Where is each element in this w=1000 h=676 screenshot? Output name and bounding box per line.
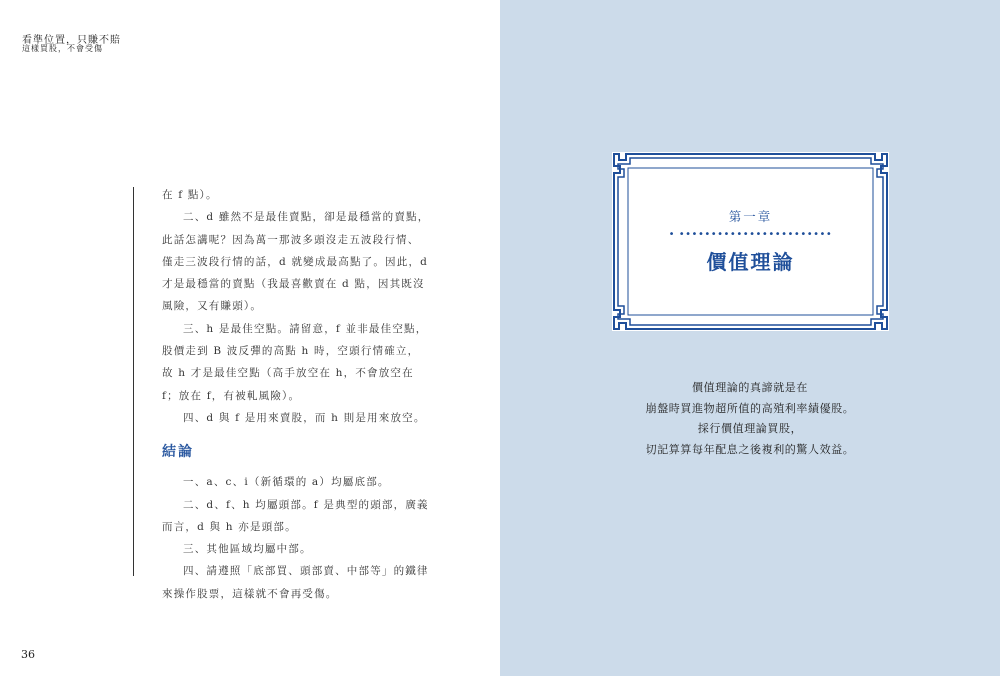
- paragraph: 二、d 雖然不是最佳賣點，卻是最穩當的賣點，此話怎講呢？因為萬一那波多頭沒走五波段行情、僅走三波段行情的話，d 就變成最高點了。因此，d 才是最穩當的賣點（我最喜歡賣在 d 點，因其既沒風險，又有賺頭）。: [162, 211, 430, 313]
- summary-line: 切記算算每年配息之後複利的驚人效益。: [645, 442, 855, 456]
- chapter-frame: [612, 152, 889, 331]
- margin-rule: [133, 187, 134, 576]
- paragraph: 三、其他區域均屬中部。: [183, 543, 312, 556]
- chapter-divider-dots: • ••••••••••••••••••••••••: [668, 229, 833, 240]
- summary-line: 採行價值理論買股，: [697, 422, 803, 435]
- section-heading: 結論: [162, 444, 194, 461]
- paragraph: 二、d、f、h 均屬頭部。f 是典型的頭部，廣義而言，d 與 h 亦是頭部。: [162, 498, 429, 533]
- frame-background: [612, 152, 889, 331]
- summary-line: 崩盤時買進物超所值的高殖利率績優股。: [645, 401, 855, 415]
- paragraph: 一、a、c、i（新循環的 a）均屬底部。: [183, 476, 390, 489]
- paragraph: 四、d 與 f 是用來賣股，而 h 則是用來放空。: [183, 411, 426, 424]
- right-page: [500, 0, 1000, 676]
- chapter-number: 第一章: [728, 209, 773, 224]
- running-head-subtitle: 這樣買股，不會受傷: [22, 44, 103, 53]
- chapter-summary: [600, 378, 900, 460]
- summary-line: 價值理論的真諦就是在: [692, 381, 808, 394]
- paragraph: 三、h 是最佳空點。請留意，f 並非最佳空點，股價走到 B 波反彈的高點 h 時，空頭行情確立，故 h 才是最佳空點（高手放空在 h，不會放空在 f；放在 f，有被軋風險）。: [162, 322, 428, 402]
- chapter-title: 價值理論: [706, 250, 795, 274]
- body-text: [162, 184, 430, 605]
- running-head-title: 看準位置，只賺不賠: [22, 35, 121, 46]
- paragraph: 四、請遵照「底部買、頭部賣、中部等」的鐵律來操作股票，這樣就不會再受傷。: [162, 565, 429, 600]
- page-number: 36: [21, 648, 35, 661]
- paragraph: 在 f 點）。: [162, 189, 218, 201]
